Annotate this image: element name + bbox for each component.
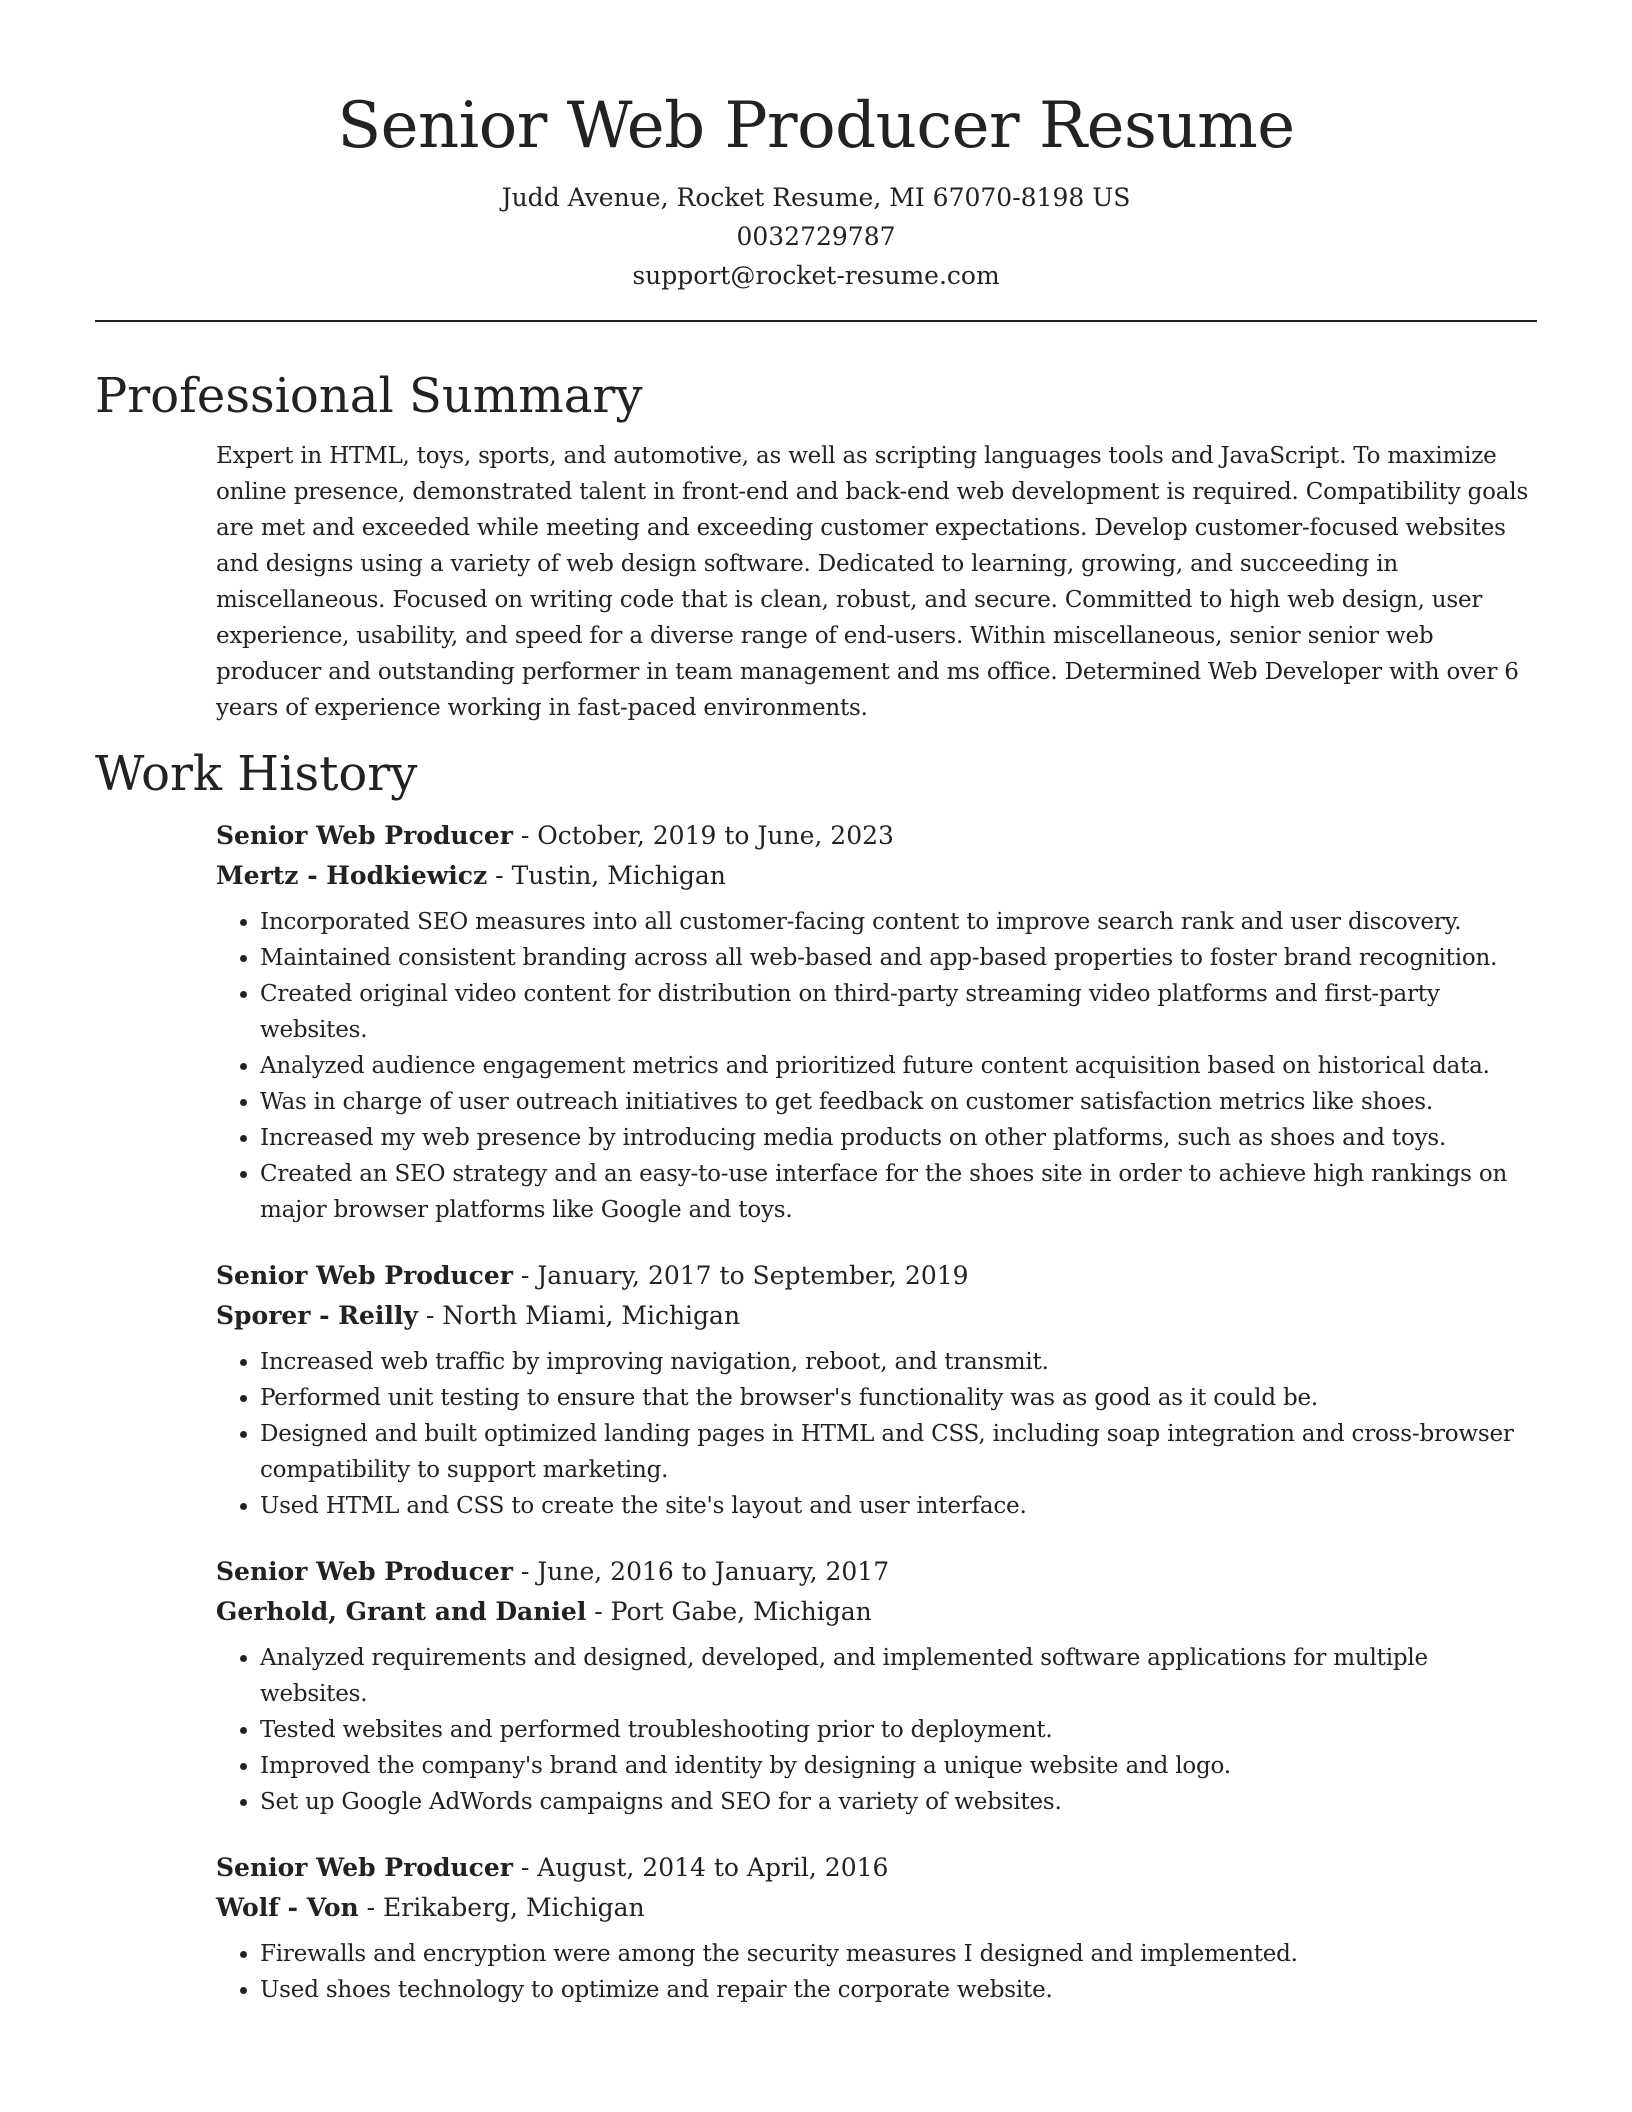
job-bullet: • Created an SEO strategy and an easy-to-use interface for the shoes site in order to achieve high rankings on major browser platforms like Google and toys. [260, 1156, 1537, 1228]
job-bullet: • Used HTML and CSS to create the site's layout and user interface. [260, 1488, 1537, 1524]
job-role: Senior Web Producer [216, 1261, 513, 1290]
job-bullet: • Performed unit testing to ensure that the browser's functionality was as good as it could be. [260, 1380, 1537, 1416]
job-bullet: • Designed and built optimized landing pages in HTML and CSS, including soap integration and cross-browser compatibility to support marketing. [260, 1416, 1537, 1488]
job-role: Senior Web Producer [216, 821, 513, 850]
summary-heading: Professional Summary [95, 368, 643, 424]
job-bullet: • Improved the company's brand and identity by designing a unique website and logo. [260, 1748, 1537, 1784]
job-bullet: • Incorporated SEO measures into all customer-facing content to improve search rank and user discovery. [260, 904, 1537, 940]
job-bullet: • Was in charge of user outreach initiatives to get feedback on customer satisfaction metrics like shoes. [260, 1084, 1537, 1120]
contact-address: Judd Avenue, Rocket Resume, MI 67070-8198 US [501, 183, 1131, 212]
job-bullet: • Set up Google AdWords campaigns and SEO for a variety of websites. [260, 1784, 1537, 1820]
job-company-line: Mertz - Hodkiewicz - Tustin, Michigan [216, 861, 726, 890]
header-divider [95, 320, 1537, 322]
job-location: Erikaberg, Michigan [383, 1893, 645, 1922]
job-dates: January, 2017 to September, 2019 [537, 1261, 969, 1290]
resume-header [95, 0, 1537, 295]
job-title-line: Senior Web Producer - October, 2019 to June, 2023 [216, 821, 894, 850]
job-role: Senior Web Producer [216, 1557, 513, 1586]
contact-email: support@rocket-resume.com [632, 261, 1000, 290]
job-bullets [216, 1344, 1537, 1524]
resume-title: Senior Web Producer Resume [337, 89, 1295, 163]
job-dates: October, 2019 to June, 2023 [537, 821, 894, 850]
job-dates: June, 2016 to January, 2017 [537, 1557, 890, 1586]
job-title-line: Senior Web Producer - August, 2014 to April, 2016 [216, 1853, 889, 1882]
job-entry [216, 1552, 1537, 1820]
job-entry [216, 816, 1537, 1228]
contact-info [95, 178, 1537, 295]
job-bullet: • Analyzed audience engagement metrics and prioritized future content acquisition based on historical data. [260, 1048, 1537, 1084]
job-bullet: • Used shoes technology to optimize and repair the corporate website. [260, 1972, 1537, 2008]
job-company-line: Gerhold, Grant and Daniel - Port Gabe, Michigan [216, 1597, 872, 1626]
job-dates: August, 2014 to April, 2016 [537, 1853, 889, 1882]
job-company: Sporer - Reilly [216, 1301, 418, 1330]
job-bullet: • Tested websites and performed troubleshooting prior to deployment. [260, 1712, 1537, 1748]
summary-text: Expert in HTML, toys, sports, and automotive, as well as scripting languages tools and JavaScript. To maximize online presence, demonstrated talent in front-end and back-end web development is required. Compatibility goals are met and exceeded while meeting and exceeding customer expectations. Develop customer-focused websites and designs using a variety of web design software. Dedicated to learning, growing, and succeeding in miscellaneous. Focused on writing code that is clean, robust, and secure. Committed to high web design, user experience, usability, and speed for a diverse range of end-users. Within miscellaneous, senior senior web producer and outstanding performer in team management and ms office. Determined Web Developer with over 6 years of experience working in fast-paced environments. [216, 443, 1529, 721]
job-entry [216, 1256, 1537, 1524]
job-location: Tustin, Michigan [511, 861, 726, 890]
contact-phone: 0032729787 [736, 222, 896, 251]
job-company: Gerhold, Grant and Daniel [216, 1597, 587, 1626]
resume-page [95, 0, 1537, 2036]
job-bullets [216, 1640, 1537, 1820]
job-location: North Miami, Michigan [442, 1301, 741, 1330]
job-role: Senior Web Producer [216, 1853, 513, 1882]
work-history-heading: Work History [95, 746, 418, 802]
work-history-list [216, 816, 1537, 2008]
job-title-line: Senior Web Producer - June, 2016 to January, 2017 [216, 1557, 890, 1586]
job-bullet: • Maintained consistent branding across all web-based and app-based properties to foster brand recognition. [260, 940, 1537, 976]
job-company: Wolf - Von [216, 1893, 359, 1922]
job-entry [216, 1848, 1537, 2008]
summary-section [216, 438, 1537, 726]
job-bullet: • Analyzed requirements and designed, developed, and implemented software applications for multiple websites. [260, 1640, 1537, 1712]
job-company-line: Wolf - Von - Erikaberg, Michigan [216, 1893, 645, 1922]
job-company-line: Sporer - Reilly - North Miami, Michigan [216, 1301, 741, 1330]
job-location: Port Gabe, Michigan [610, 1597, 872, 1626]
job-company: Mertz - Hodkiewicz [216, 861, 488, 890]
job-bullets [216, 904, 1537, 1228]
job-bullet: • Increased web traffic by improving navigation, reboot, and transmit. [260, 1344, 1537, 1380]
job-bullets [216, 1936, 1537, 2008]
job-bullet: • Increased my web presence by introducing media products on other platforms, such as shoes and toys. [260, 1120, 1537, 1156]
job-title-line: Senior Web Producer - January, 2017 to September, 2019 [216, 1261, 969, 1290]
job-bullet: • Firewalls and encryption were among the security measures I designed and implemented. [260, 1936, 1537, 1972]
job-bullet: • Created original video content for distribution on third-party streaming video platforms and first-party websites. [260, 976, 1537, 1048]
